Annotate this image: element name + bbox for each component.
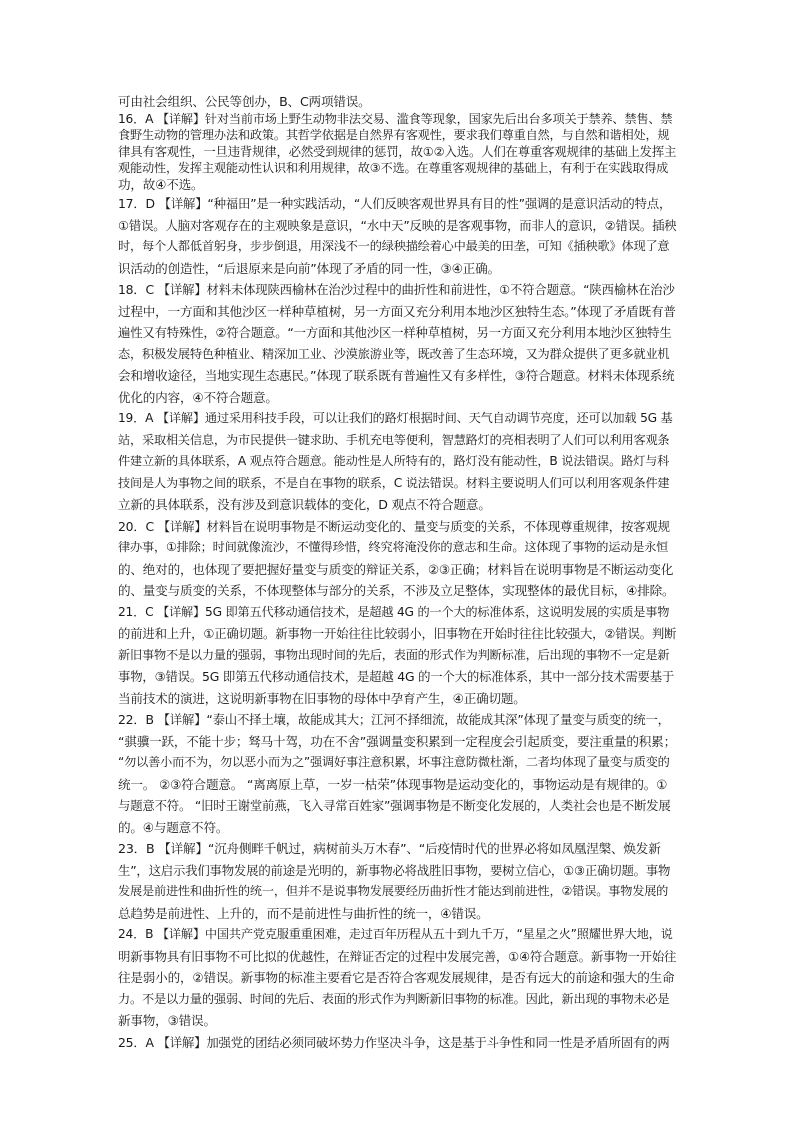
text-line: 态，积极发展特色种植业、精深加工业、沙漠旅游业等，既改善了生态环境，又为群众提供了更多就业机 xyxy=(118,346,670,361)
text-line: 明新事物具有旧事物不可比拟的优越性，在辩证否定的过程中发展完善，①④符合题意。新事物一开始往 xyxy=(118,948,676,964)
text-line: 新事物，③错误。 xyxy=(118,1013,216,1028)
text-line: 件建立新的具体联系，A 观点符合题意。能动性是人所特有的，路灯没有能动性，B 说法错误。路灯与科 xyxy=(118,454,670,468)
text-line: 当前技术的演进，这说明新事物在旧事物的母体中孕育产生，④正确切题。 xyxy=(118,690,526,706)
text-line: 统一。 ②③符合题意。 “离离原上草，一岁一枯荣”体现事物是运动变化的，事物运动是有规律的。① xyxy=(118,776,668,792)
text-line: 会和增收途径，当地实现生态惠民。”体现了联系既有普遍性又有多样性，③符合题意。材料未体现系统 xyxy=(118,368,675,383)
text-line: 观能动性，发挥主观能动性认识和利用规律，故③不选。在尊重客观规律的基础上，有利于在实践取得成 xyxy=(118,161,669,175)
text-line: 食野生动物的管理办法和政策。其哲学依据是自然界有客观性，要求我们尊重自然，与自然和谐相处，规 xyxy=(118,128,670,142)
text-line: 的前进和上升，①正确切题。新事物一开始往往比较弱小，旧事物在开始时往往比较强大，②错误。判断 xyxy=(118,626,676,641)
text-line: 18．C 【详解】材料未体现陕西榆林在治沙过程中的曲折性和前进性，①不符合题意。“陕西榆林在治沙 xyxy=(118,282,675,297)
text-line: 优化的内容，④不符合题意。 xyxy=(118,389,278,405)
text-line: 时，每个人都低首躬身，步步倒退，用深浅不一的绿秧描绘着心中最美的田垄，可知《插秧歌》体现了意 xyxy=(118,239,670,253)
text-line: “勿以善小而不为，勿以恶小而为之”强调好事注意积累，坏事注意防微杜渐，二者均体现了量变与质变的 xyxy=(118,755,670,769)
text-line: 21．C 【详解】5G 即第五代移动通信技术，是超越 4G 的一个大的标准体系，这说明发展的实质是事物 xyxy=(118,604,670,619)
text-line: 的。④与题意不符。 xyxy=(118,819,229,835)
text-line: 19．A 【详解】通过采用科技手段，可以让我们的路灯根据时间、天气自动调节亮度，还可以加载 5G 基 xyxy=(118,411,673,425)
text-line: 16．A 【详解】针对当前市场上野生动物非法交易、滥食等现象，国家先后出台多项关于禁养、禁售、禁 xyxy=(118,111,673,126)
text-line: “骐骥一跃，不能十步；驽马十驾，功在不舍”强调量变积累到一定程度会引起质变，要注重量的积累； xyxy=(118,733,676,749)
text-line: 技间是人为事物之间的联系，不是自在事物的联系，C 说法错误。材料主要说明人们可以利用客观条件建 xyxy=(118,475,670,490)
text-line: 律办事，①排除；时间就像流沙，不懂得珍惜，终究将淹没你的意志和生命。这体现了事物的运动是永恒 xyxy=(118,540,669,554)
text-line: 事物，③错误。5G 即第五代移动通信技术，是超越 4G 的一个大的标准体系，其中一部分技术需要基于 xyxy=(118,669,675,684)
text-line: 22．B 【详解】“泰山不择土壤，故能成其大；江河不择细流，故能成其深”体现了量变与质变的统一， xyxy=(118,712,670,727)
text-line: 23．B 【详解】“沉舟侧畔千帆过，病树前头万木春”、“后疫情时代的世界必将如凤凰涅槃、焕发新 xyxy=(118,841,661,856)
text-line: 功，故④不选。 xyxy=(118,176,204,192)
text-line: 与题意不符。 “旧时王谢堂前燕，飞入寻常百姓家”强调事物是不断变化发展的，人类社会也是不断发展 xyxy=(118,798,671,813)
text-line: 的、量变与质变的关系，不体现整体与部分的关系，不涉及立足整体，实现整体的最优目标，④排除。 xyxy=(118,583,675,598)
text-line: 识活动的创造性，“后退原来是向前”体现了矛盾的同一性，③④正确。 xyxy=(118,260,500,276)
text-line: 过程中，一方面和其他沙区一样种草植树，另一方面又充分利用本地沙区独特生态。”体现了矛盾既有普 xyxy=(118,303,676,319)
text-line: 立新的具体联系，没有涉及到意识载体的变化，D 观点不符合题意。 xyxy=(118,497,491,512)
text-line: 总趋势是前进性、上升的，而不是前进性与曲折性的统一，④错误。 xyxy=(118,905,489,921)
text-line: 律具有客观性，一旦违背规律，必然受到规律的惩罚，故①②入选。人们在尊重客观规律的基础上发挥主 xyxy=(118,143,676,159)
text-line: 的、绝对的，也体现了要把握好量变与质变的辩证关系，②③正确；材料旨在说明事物是不断运动变化 xyxy=(118,561,674,577)
text-line: ①错误。人脑对客观存在的主观映象是意识，“水中天”反映的是客观事物，而非人的意识，②错误。插秧 xyxy=(118,217,676,233)
text-line: 新旧事物不是以力量的强弱，事物出现时间的先后，表面的形式作为判断标准，后出现的事物不一定是新 xyxy=(118,647,670,662)
text-line: 25．A 【详解】加强党的团结必须同破坏势力作坚决斗争，这是基于斗争性和同一性是矛盾所固有的两 xyxy=(118,1034,670,1050)
text-line: 生”，这启示我们事物发展的前途是光明的，新事物必将战胜旧事物，要树立信心，①③正确切题。事物 xyxy=(118,862,671,878)
text-line: 可由社会组织、公民等创办，B、C两项错误。 xyxy=(118,94,371,109)
text-line: 遍性又有特殊性，②符合题意。“一方面和其他沙区一样种草植树，另一方面又充分利用本地沙区独特生 xyxy=(118,325,672,340)
text-line: 往是弱小的，②错误。新事物的标准主要看它是否符合客观发展规律，是否有远大的前途和强大的生命 xyxy=(118,970,675,985)
text-line: 17．D 【详解】“种福田”是一种实践活动，“人们反映客观世界具有目的性”强调的是意识活动的特点， xyxy=(118,196,672,211)
text-line: 力。不是以力量的强弱、时间的先后、表面的形式作为判断新旧事物的标准。因此，新出现的事物未必是 xyxy=(118,991,670,1006)
text-line: 发展是前进性和曲折性的统一，但并不是说事物发展要经历曲折性才能达到前进性，②错误。事物发展的 xyxy=(118,884,669,898)
text-line: 站，采取相关信息，为市民提供一键求助、手机充电等便利，智慧路灯的亮相表明了人们可以利用客观条 xyxy=(118,432,670,447)
answer-explanations xyxy=(118,94,676,1053)
text-line: 24．B 【详解】中国共产党克服重重困难，走过百年历程从五十到九千万，“星星之火”照耀世界大地，说 xyxy=(118,927,673,941)
text-line: 20．C 【详解】材料旨在说明事物是不断运动变化的、量变与质变的关系，不体现尊重规律，按客观规 xyxy=(118,518,670,534)
